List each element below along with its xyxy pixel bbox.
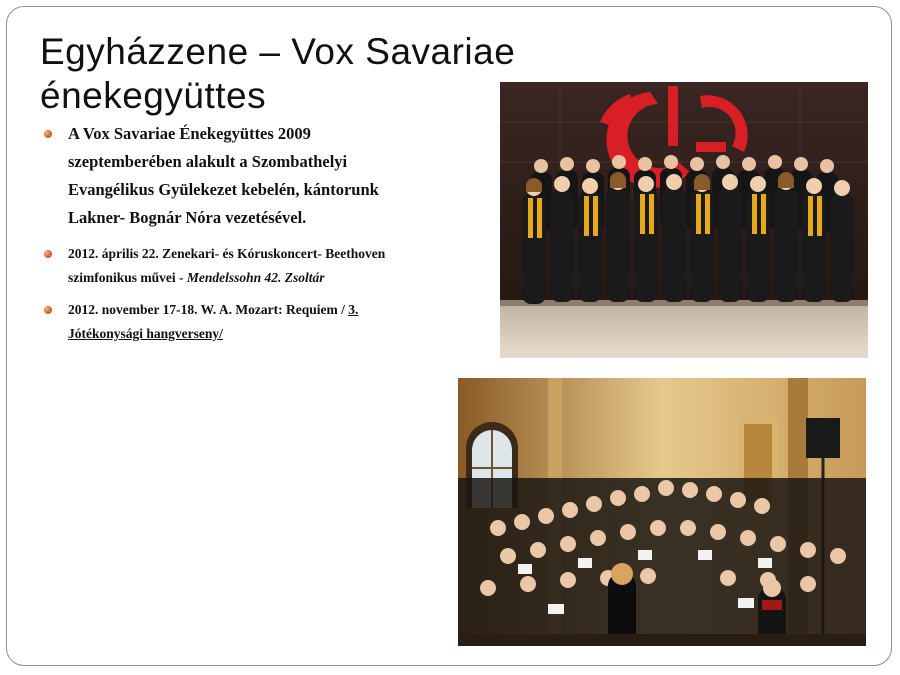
bullet-text: 2012. november 17-18. W. A. Mozart: Requiem / — [68, 302, 349, 317]
bullet-icon — [44, 130, 52, 138]
bullet-icon — [44, 250, 52, 258]
bullet-text: A Vox Savariae Énekegyüttes 2009 szeptemberében alakult a Szombathelyi Evangélikus Gyülekezet kebelén, kántorunk Lakner- Bognár Nóra vezetésével. — [68, 124, 379, 227]
choir-concert-photo — [458, 378, 866, 646]
bullet-item-requiem — [42, 298, 402, 346]
choir-group-photo — [500, 82, 868, 358]
charity-concert-link[interactable]: 3. Jótékonysági hangverseny/ — [68, 302, 359, 341]
bullet-item-founding — [42, 120, 402, 232]
bullet-item-april-concert — [42, 242, 402, 290]
bullet-list — [42, 120, 402, 354]
bullet-italic-text: Mendelssohn 42. Zsoltár — [186, 270, 325, 285]
bullet-icon — [44, 306, 52, 314]
slide-title: Egyházzene – Vox Savariae énekegyüttes — [40, 31, 516, 116]
bullet-text: 2012. április 22. Zenekari- és Kóruskoncert- Beethoven szimfonikus művei - — [68, 246, 386, 285]
